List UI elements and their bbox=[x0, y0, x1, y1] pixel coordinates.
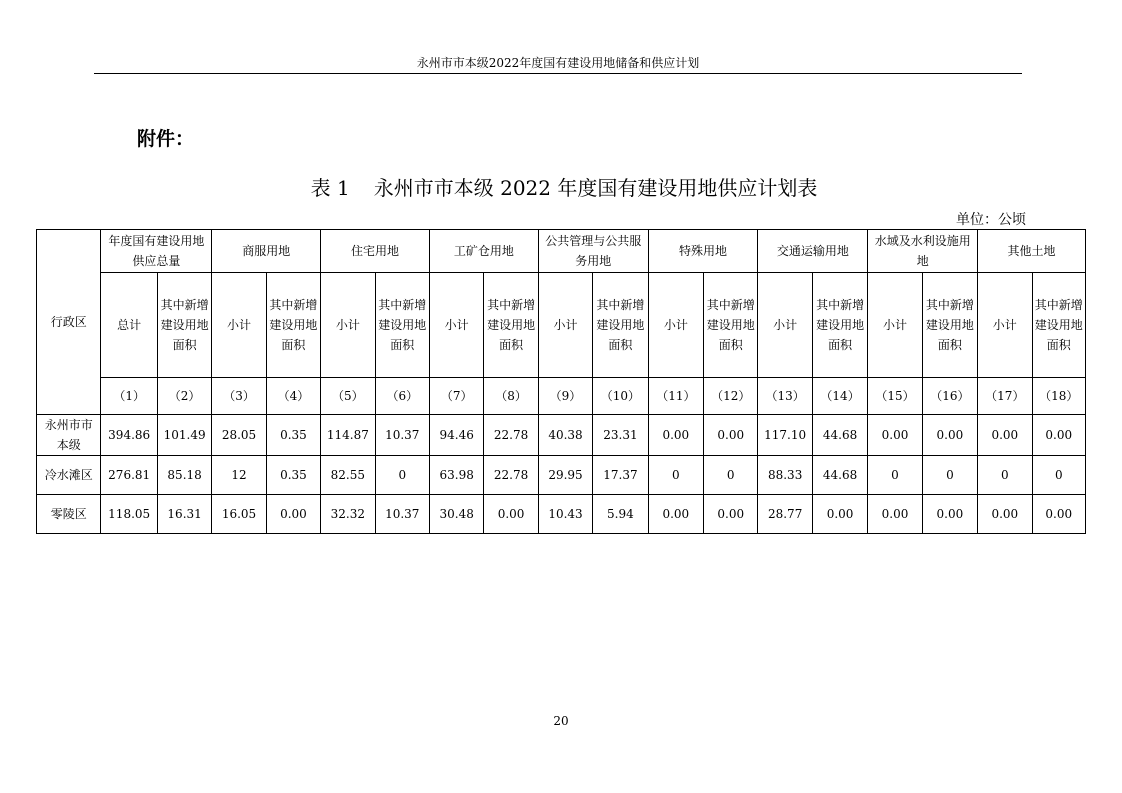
table-number: 表 1 bbox=[310, 176, 350, 200]
group-header-special: 特殊用地 bbox=[648, 230, 758, 273]
sub-header-total: 总计 bbox=[101, 273, 157, 378]
value-cell: 0.00 bbox=[704, 415, 758, 456]
sub-header-new-area: 其中新增建设用地面积 bbox=[157, 273, 211, 378]
value-cell: 101.49 bbox=[157, 415, 211, 456]
sub-header-new-area: 其中新增建设用地面积 bbox=[266, 273, 320, 378]
value-cell: 0 bbox=[1032, 456, 1085, 495]
land-supply-table bbox=[36, 229, 1086, 534]
value-cell: 30.48 bbox=[429, 495, 483, 534]
sub-header-new-area: 其中新增建设用地面积 bbox=[812, 273, 867, 378]
value-cell: 0.00 bbox=[1032, 415, 1085, 456]
value-cell: 0.00 bbox=[868, 415, 922, 456]
group-header-row bbox=[37, 230, 1086, 273]
group-header-public-service: 公共管理与公共服务用地 bbox=[538, 230, 648, 273]
value-cell: 0.00 bbox=[978, 495, 1032, 534]
value-cell: 118.05 bbox=[101, 495, 157, 534]
value-cell: 0 bbox=[922, 456, 977, 495]
column-number-row bbox=[37, 378, 1086, 415]
group-header-commercial: 商服用地 bbox=[212, 230, 321, 273]
running-header: 永州市市本级2022年度国有建设用地储备和供应计划 bbox=[416, 56, 700, 70]
table-title-text: 永州市市本级 2022 年度国有建设用地供应计划表 bbox=[373, 176, 818, 200]
value-cell: 16.31 bbox=[157, 495, 211, 534]
table-title bbox=[36, 174, 1086, 202]
column-number: （4） bbox=[266, 378, 320, 415]
sub-header-new-area: 其中新增建设用地面积 bbox=[922, 273, 977, 378]
column-number: （14） bbox=[812, 378, 867, 415]
sub-header-subtotal: 小计 bbox=[321, 273, 375, 378]
value-cell: 0.00 bbox=[266, 495, 320, 534]
sub-header-subtotal: 小计 bbox=[868, 273, 922, 378]
header-rule bbox=[94, 73, 1022, 74]
value-cell: 82.55 bbox=[321, 456, 375, 495]
value-cell: 40.38 bbox=[538, 415, 592, 456]
group-header-water: 水域及水利设施用地 bbox=[868, 230, 978, 273]
column-number: （2） bbox=[157, 378, 211, 415]
column-number: （1） bbox=[101, 378, 157, 415]
sub-header-subtotal: 小计 bbox=[429, 273, 483, 378]
value-cell: 10.37 bbox=[375, 495, 429, 534]
value-cell: 10.37 bbox=[375, 415, 429, 456]
column-number: （10） bbox=[593, 378, 648, 415]
sub-header-subtotal: 小计 bbox=[648, 273, 703, 378]
column-number: （11） bbox=[648, 378, 703, 415]
value-cell: 10.43 bbox=[538, 495, 592, 534]
sub-header-new-area: 其中新增建设用地面积 bbox=[484, 273, 538, 378]
value-cell: 94.46 bbox=[429, 415, 483, 456]
region-header: 行政区 bbox=[37, 230, 101, 415]
value-cell: 85.18 bbox=[157, 456, 211, 495]
value-cell: 0 bbox=[868, 456, 922, 495]
value-cell: 0 bbox=[648, 456, 703, 495]
value-cell: 0.00 bbox=[922, 495, 977, 534]
value-cell: 0.00 bbox=[812, 495, 867, 534]
value-cell: 44.68 bbox=[812, 415, 867, 456]
value-cell: 0.35 bbox=[266, 456, 320, 495]
table-row bbox=[37, 415, 1086, 456]
page-number: 20 bbox=[553, 714, 569, 728]
value-cell: 12 bbox=[212, 456, 266, 495]
column-number: （13） bbox=[758, 378, 812, 415]
column-number: （9） bbox=[538, 378, 592, 415]
sub-header-subtotal: 小计 bbox=[758, 273, 812, 378]
value-cell: 394.86 bbox=[101, 415, 157, 456]
sub-header-row bbox=[37, 273, 1086, 378]
region-cell: 永州市市本级 bbox=[37, 415, 101, 456]
column-number: （12） bbox=[704, 378, 758, 415]
column-number: （3） bbox=[212, 378, 266, 415]
value-cell: 0.00 bbox=[868, 495, 922, 534]
column-number: （5） bbox=[321, 378, 375, 415]
value-cell: 0.00 bbox=[978, 415, 1032, 456]
sub-header-subtotal: 小计 bbox=[978, 273, 1032, 378]
value-cell: 117.10 bbox=[758, 415, 812, 456]
group-header-total: 年度国有建设用地供应总量 bbox=[101, 230, 212, 273]
column-number: （18） bbox=[1032, 378, 1085, 415]
value-cell: 32.32 bbox=[321, 495, 375, 534]
group-header-other: 其他土地 bbox=[978, 230, 1086, 273]
value-cell: 22.78 bbox=[484, 456, 538, 495]
group-header-residential: 住宅用地 bbox=[321, 230, 430, 273]
value-cell: 44.68 bbox=[812, 456, 867, 495]
value-cell: 0 bbox=[704, 456, 758, 495]
sub-header-subtotal: 小计 bbox=[538, 273, 592, 378]
value-cell: 0 bbox=[978, 456, 1032, 495]
value-cell: 0.00 bbox=[648, 495, 703, 534]
unit-label: 单位：公顷 bbox=[956, 212, 1026, 228]
value-cell: 114.87 bbox=[321, 415, 375, 456]
value-cell: 0.00 bbox=[1032, 495, 1085, 534]
value-cell: 17.37 bbox=[593, 456, 648, 495]
group-header-industrial: 工矿仓用地 bbox=[429, 230, 538, 273]
sub-header-new-area: 其中新增建设用地面积 bbox=[593, 273, 648, 378]
value-cell: 23.31 bbox=[593, 415, 648, 456]
column-number: （6） bbox=[375, 378, 429, 415]
group-header-transport: 交通运输用地 bbox=[758, 230, 868, 273]
value-cell: 88.33 bbox=[758, 456, 812, 495]
table-row bbox=[37, 495, 1086, 534]
value-cell: 0.00 bbox=[484, 495, 538, 534]
value-cell: 28.77 bbox=[758, 495, 812, 534]
column-number: （8） bbox=[484, 378, 538, 415]
column-number: （17） bbox=[978, 378, 1032, 415]
sub-header-new-area: 其中新增建设用地面积 bbox=[375, 273, 429, 378]
value-cell: 0.00 bbox=[648, 415, 703, 456]
region-cell: 冷水滩区 bbox=[37, 456, 101, 495]
sub-header-new-area: 其中新增建设用地面积 bbox=[704, 273, 758, 378]
value-cell: 16.05 bbox=[212, 495, 266, 534]
value-cell: 0.00 bbox=[704, 495, 758, 534]
region-cell: 零陵区 bbox=[37, 495, 101, 534]
value-cell: 0 bbox=[375, 456, 429, 495]
column-number: （16） bbox=[922, 378, 977, 415]
value-cell: 5.94 bbox=[593, 495, 648, 534]
value-cell: 63.98 bbox=[429, 456, 483, 495]
value-cell: 0.35 bbox=[266, 415, 320, 456]
value-cell: 29.95 bbox=[538, 456, 592, 495]
value-cell: 28.05 bbox=[212, 415, 266, 456]
column-number: （15） bbox=[868, 378, 922, 415]
value-cell: 22.78 bbox=[484, 415, 538, 456]
table-row bbox=[37, 456, 1086, 495]
value-cell: 276.81 bbox=[101, 456, 157, 495]
sub-header-subtotal: 小计 bbox=[212, 273, 266, 378]
column-number: （7） bbox=[429, 378, 483, 415]
sub-header-new-area: 其中新增建设用地面积 bbox=[1032, 273, 1085, 378]
attachment-label: 附件： bbox=[137, 128, 195, 150]
value-cell: 0.00 bbox=[922, 415, 977, 456]
